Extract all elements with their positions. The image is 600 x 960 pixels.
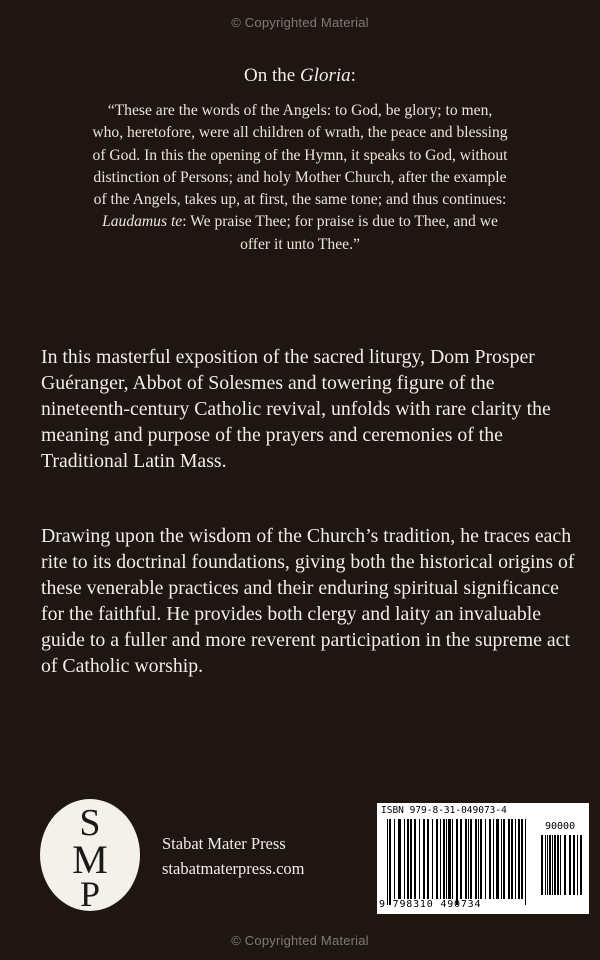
barcode-addon-bar	[569, 835, 571, 895]
barcode-addon-bar	[545, 835, 546, 895]
barcode-bar	[489, 819, 491, 899]
barcode-bar	[501, 819, 502, 899]
barcode-bars	[377, 803, 589, 914]
barcode-bar	[448, 819, 451, 899]
gloria-heading-italic: Gloria	[299, 65, 351, 86]
barcode-bar	[436, 819, 438, 899]
logo-letter-p: P	[79, 874, 101, 913]
barcode-bar	[485, 819, 486, 899]
copyright-watermark-top: © Copyrighted Material	[231, 15, 369, 30]
gloria-heading-suffix: :	[350, 65, 356, 86]
publisher-logo	[38, 797, 142, 913]
barcode-bar	[394, 819, 395, 899]
barcode-bar	[446, 819, 447, 899]
gloria-heading	[0, 65, 600, 87]
barcode-bar	[470, 819, 472, 899]
barcode-box	[377, 803, 589, 914]
gloria-heading-prefix: On the	[244, 65, 300, 86]
barcode-bar	[465, 819, 467, 899]
barcode-addon-bar	[541, 835, 543, 895]
logo-letter-s: S	[79, 802, 101, 844]
barcode-bar	[525, 819, 526, 905]
barcode-bar	[427, 819, 429, 899]
barcode-bar	[432, 819, 433, 899]
gloria-quote	[92, 100, 508, 256]
price-label: 90000	[545, 821, 576, 832]
barcode-bar	[478, 819, 479, 899]
barcode-bar	[419, 819, 420, 899]
barcode-addon-bar	[577, 835, 578, 895]
barcode-bar	[414, 819, 416, 899]
copyright-watermark-bottom: © Copyrighted Material	[231, 933, 369, 948]
barcode-addon-bar	[560, 835, 561, 895]
barcode-bar	[407, 819, 409, 899]
barcode-bar	[456, 819, 458, 905]
description-paragraph-1: In this masterful exposition of the sacred liturgy, Dom Prosper Guéranger, Abbot of Solesmes and towering figure of the nineteenth-century Catholic revival, unfolds with rare clarity the meaning and purpose of the prayers and ceremonies of the Traditional Latin Mass.	[41, 346, 551, 472]
barcode-bar	[452, 819, 453, 899]
barcode-bar	[410, 819, 412, 899]
barcode-addon-bar	[557, 835, 559, 895]
barcode-addon-bar	[580, 835, 582, 895]
publisher-info	[162, 831, 305, 881]
barcode-addon-bar	[547, 835, 548, 895]
barcode-bar	[398, 819, 401, 899]
description-paragraph-2: Drawing upon the wisdom of the Church’s tradition, he traces each rite to its doctrinal foundations, giving both the historical origins of these venerable practices and their enduring spiritual significance for the faithful. He provides both clergy and laity an invaluable guide to a fuller and more reverent participation in the supreme act of Catholic worship.	[41, 525, 575, 677]
barcode-bar	[521, 819, 523, 899]
barcode-bar	[440, 819, 441, 899]
barcode-bar	[423, 819, 425, 899]
barcode-bar	[387, 819, 388, 905]
barcode-bar	[389, 819, 391, 905]
barcode-bar	[511, 819, 513, 899]
barcode-addon-bar	[549, 835, 551, 895]
barcode-bar	[515, 819, 516, 899]
logo-letter-m: M	[72, 837, 108, 882]
barcode-bar	[503, 819, 505, 899]
gloria-quote-part1: “These are the words of the Angels: to God, be glory; to men, who, heretofore, were all children of wrath, the peace and blessing of God. In this the opening of the Hymn, it speaks to God, without distinction of Persons; and holy Mother Church, after the example of the Angels, takes up, at first, the same tone; and thus continues:	[92, 102, 508, 209]
barcode-bar	[518, 819, 520, 899]
publisher-website: stabatmaterpress.com	[162, 859, 305, 878]
ean-label: 9 798310 490734	[379, 899, 482, 910]
barcode-addon-bar	[554, 835, 556, 895]
barcode-bar	[404, 819, 405, 899]
barcode-bar	[508, 819, 510, 899]
barcode-addon-bar	[573, 835, 575, 895]
barcode-bar	[475, 819, 477, 899]
barcode-addon-bar	[564, 835, 566, 895]
isbn-label: ISBN 979-8-31-049073-4	[381, 805, 507, 816]
barcode-bar	[480, 819, 482, 899]
gloria-quote-italic: Laudamus te	[102, 213, 183, 231]
barcode-bar	[460, 819, 462, 899]
barcode-bar	[496, 819, 499, 899]
barcode-bar	[468, 819, 469, 899]
barcode-addon-bar	[552, 835, 553, 895]
barcode-bar	[493, 819, 494, 899]
publisher-name: Stabat Mater Press	[162, 834, 286, 853]
barcode-bar	[443, 819, 445, 899]
gloria-quote-part2: : We praise Thee; for praise is due to Thee, and we offer it unto Thee.”	[182, 213, 498, 253]
